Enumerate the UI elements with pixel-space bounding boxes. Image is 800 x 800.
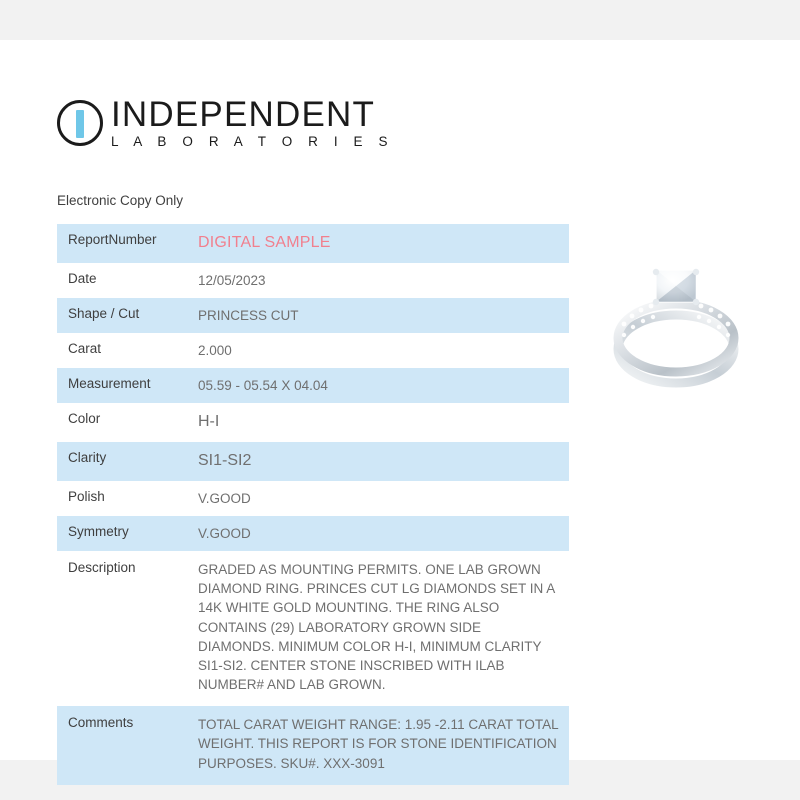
row-label: Shape / Cut <box>68 305 140 321</box>
row-value: SI1-SI2 <box>198 452 252 470</box>
table-row <box>57 298 569 333</box>
row-label: Clarity <box>68 450 107 466</box>
row-value: 12/05/2023 <box>198 272 266 288</box>
table-row <box>57 263 569 298</box>
table-row <box>57 224 569 263</box>
row-label: Polish <box>68 488 105 504</box>
row-value: PRINCESS CUT <box>198 307 299 323</box>
logo-title: INDEPENDENT <box>111 95 376 134</box>
table-row <box>57 551 569 706</box>
logo-subtitle: L A B O R A T O R I E S <box>111 134 394 149</box>
electronic-copy-notice: Electronic Copy Only <box>57 193 184 208</box>
certificate-card <box>0 40 800 771</box>
row-value: GRADED AS MOUNTING PERMITS. ONE LAB GROWN DIAMOND RING. PRINCES CUT LG DIAMONDS SET IN A 14K WHITE GOLD MOUNTING. THE RING ALSO CONTAINS (29) LABORATORY GROWN SIDE DIAMONDS. MINIMUM COLOR H-I, MINIMUM CLARITY SI1-SI2. CENTER STONE INSCRIBED WITH ILAB NUMBER# AND LAB GROWN. <box>198 562 555 693</box>
row-label: Date <box>68 270 97 286</box>
row-value: 2.000 <box>198 343 232 359</box>
independent-labs-logo-icon <box>57 100 103 146</box>
row-value: V.GOOD <box>198 490 251 506</box>
row-label: Comments <box>68 715 134 731</box>
table-row <box>57 706 569 784</box>
company-logo <box>57 97 394 149</box>
table-row <box>57 403 569 442</box>
table-row <box>57 333 569 368</box>
row-label: Symmetry <box>68 523 129 539</box>
row-value: 05.59 - 05.54 X 04.04 <box>198 378 328 394</box>
table-row <box>57 481 569 516</box>
logo-bar-shape <box>76 110 84 138</box>
table-row <box>57 516 569 551</box>
row-label: ReportNumber <box>68 232 157 247</box>
row-value: V.GOOD <box>198 525 251 541</box>
row-value: DIGITAL SAMPLE <box>198 234 331 251</box>
diamond-ring-illustration <box>588 252 764 402</box>
row-label: Description <box>68 560 136 576</box>
table-row <box>57 368 569 403</box>
row-label: Carat <box>68 341 102 357</box>
logo-text-block <box>111 97 394 149</box>
report-details-table <box>57 224 569 785</box>
row-value: H-I <box>198 413 220 431</box>
row-label: Measurement <box>68 376 151 392</box>
table-row <box>57 442 569 481</box>
diamond-ring-photo <box>588 252 764 402</box>
row-value: TOTAL CARAT WEIGHT RANGE: 1.95 -2.11 CARAT TOTAL WEIGHT. THIS REPORT IS FOR STONE IDENTIFICATION PURPOSES. SKU#. XXX-3091 <box>198 717 559 771</box>
row-label: Color <box>68 411 101 427</box>
